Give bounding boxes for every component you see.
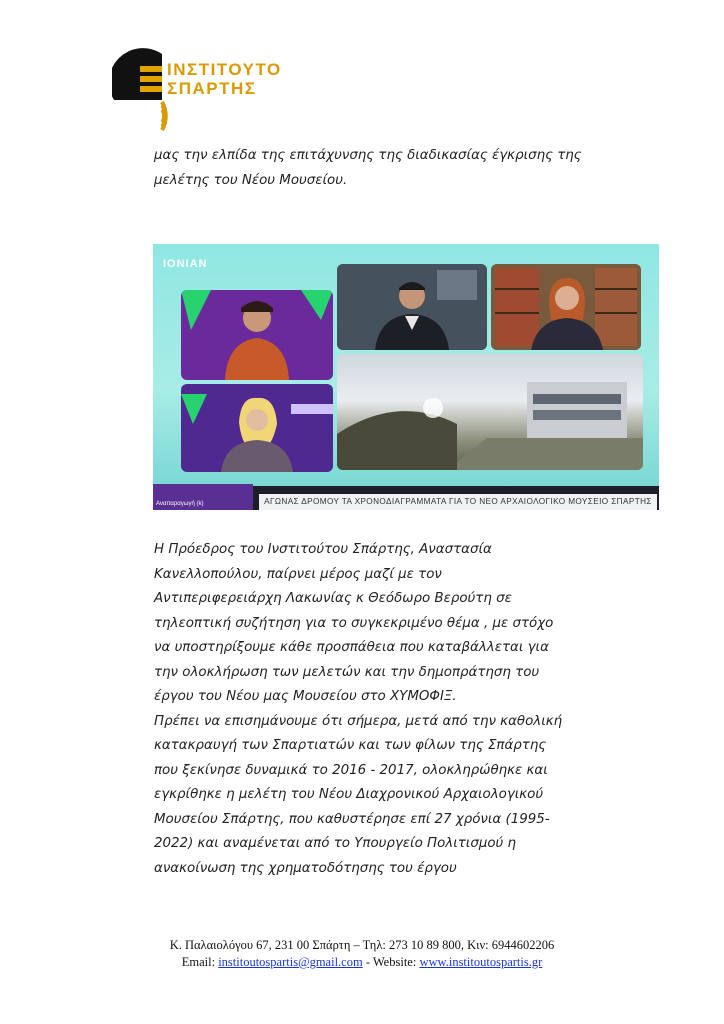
logo-text	[167, 60, 282, 98]
tv-broadcast-image	[153, 244, 659, 510]
footer-contact	[0, 955, 724, 970]
text-line: που ξεκίνησε δυναμικά το 2016 - 2017, ολοκληρώθηκε και	[154, 762, 548, 778]
guest-video-panel	[337, 264, 487, 350]
guest-male-icon	[337, 264, 487, 350]
guest-female-icon	[491, 264, 641, 350]
text-line: μελέτης του Νέου Μουσείου.	[154, 172, 348, 188]
text-line: κατακραυγή των Σπαρτιατών και των φίλων της Σπάρτης	[154, 738, 547, 753]
text-line: Κανελλοπούλου, παίρνει μέρος μαζί με τον	[154, 566, 442, 582]
guest-video-panel	[491, 264, 641, 350]
text-line: ανακοίνωση της χρηματοδότησης του έργου	[154, 860, 457, 876]
museum-building-icon	[337, 354, 643, 470]
text-line: Μουσείου Σπάρτης, που καθυστέρησε επί 27 χρόνια (1995-	[154, 811, 550, 827]
text-line: μας την ελπίδα της επιτάχυνσης της διαδικασίας έγκρισης της	[154, 148, 582, 163]
logo-emblem-icon	[112, 48, 172, 134]
text-line: τηλεοπτική συζήτηση για το συγκεκριμένο θέμα , με στόχο	[154, 615, 554, 631]
channel-logo: ΙΟΝΙΑΝ	[163, 258, 208, 270]
text-line: 2022) και αναμένεται από το Υπουργείο Πολιτισμού η	[154, 836, 517, 851]
intro-paragraph	[154, 144, 674, 193]
institute-logo	[112, 48, 292, 134]
text-line: την ολοκλήρωση των μελετών και την δημοπράτηση του	[154, 664, 540, 680]
text-line: να υποστηρίξουμε κάθε προσπάθεια που καταβάλλεται για	[154, 640, 549, 655]
footer-address: Κ. Παλαιολόγου 67, 231 00 Σπάρτη – Τηλ: 273 10 89 800, Κιν: 6944602206	[169, 938, 555, 952]
text-line: Η Πρόεδρος του Ινστιτούτου Σπάρτης, Αναστασία	[154, 542, 492, 557]
email-link[interactable]: institoutospartis@gmail.com	[218, 955, 363, 969]
website-link[interactable]: www.institoutospartis.gr	[419, 955, 543, 969]
news-ticker: ΑΓΩΝΑΣ ΔΡΟΜΟΥ ΤΑ ΧΡΟΝΟΔΙΑΓΡΑΜΜΑΤΑ ΓΙΑ ΤΟ ΝΕΟ ΑΡΧΑΙΟΛΟΓΙΚΟ ΜΟΥΣΕΙΟ ΣΠΑΡΤΗΣ	[259, 494, 657, 510]
logo-line-2: ΣΠΑΡΤΗΣ	[167, 79, 257, 98]
host-video-panel	[181, 384, 333, 472]
host-video-panel	[181, 290, 333, 380]
website-label: - Website:	[362, 955, 420, 969]
text-line: έργου του Νέου μας Μουσείου στο ΧΥΜΟΦΙΞ.	[154, 689, 457, 704]
presenter-male-icon	[181, 290, 333, 380]
playback-label: Αναπαραγωγή (k)	[156, 501, 204, 507]
text-line: Πρέπει να επισημάνουμε ότι σήμερα, μετά από την καθολική	[154, 713, 563, 729]
text-line: εγκρίθηκε η μελέτη του Νέου Διαχρονικού Αρχαιολογικού	[154, 787, 544, 802]
museum-render-panel	[337, 354, 643, 470]
body-paragraph	[154, 538, 674, 881]
text-line: Αντιπεριφερειάρχη Λακωνίας κ Θεόδωρο Βερούτη σε	[154, 591, 512, 606]
presenter-female-icon	[181, 384, 333, 472]
logo-line-1: ΙΝΣΤΙΤΟΥΤΟ	[167, 60, 282, 79]
email-label: Email:	[181, 955, 219, 969]
